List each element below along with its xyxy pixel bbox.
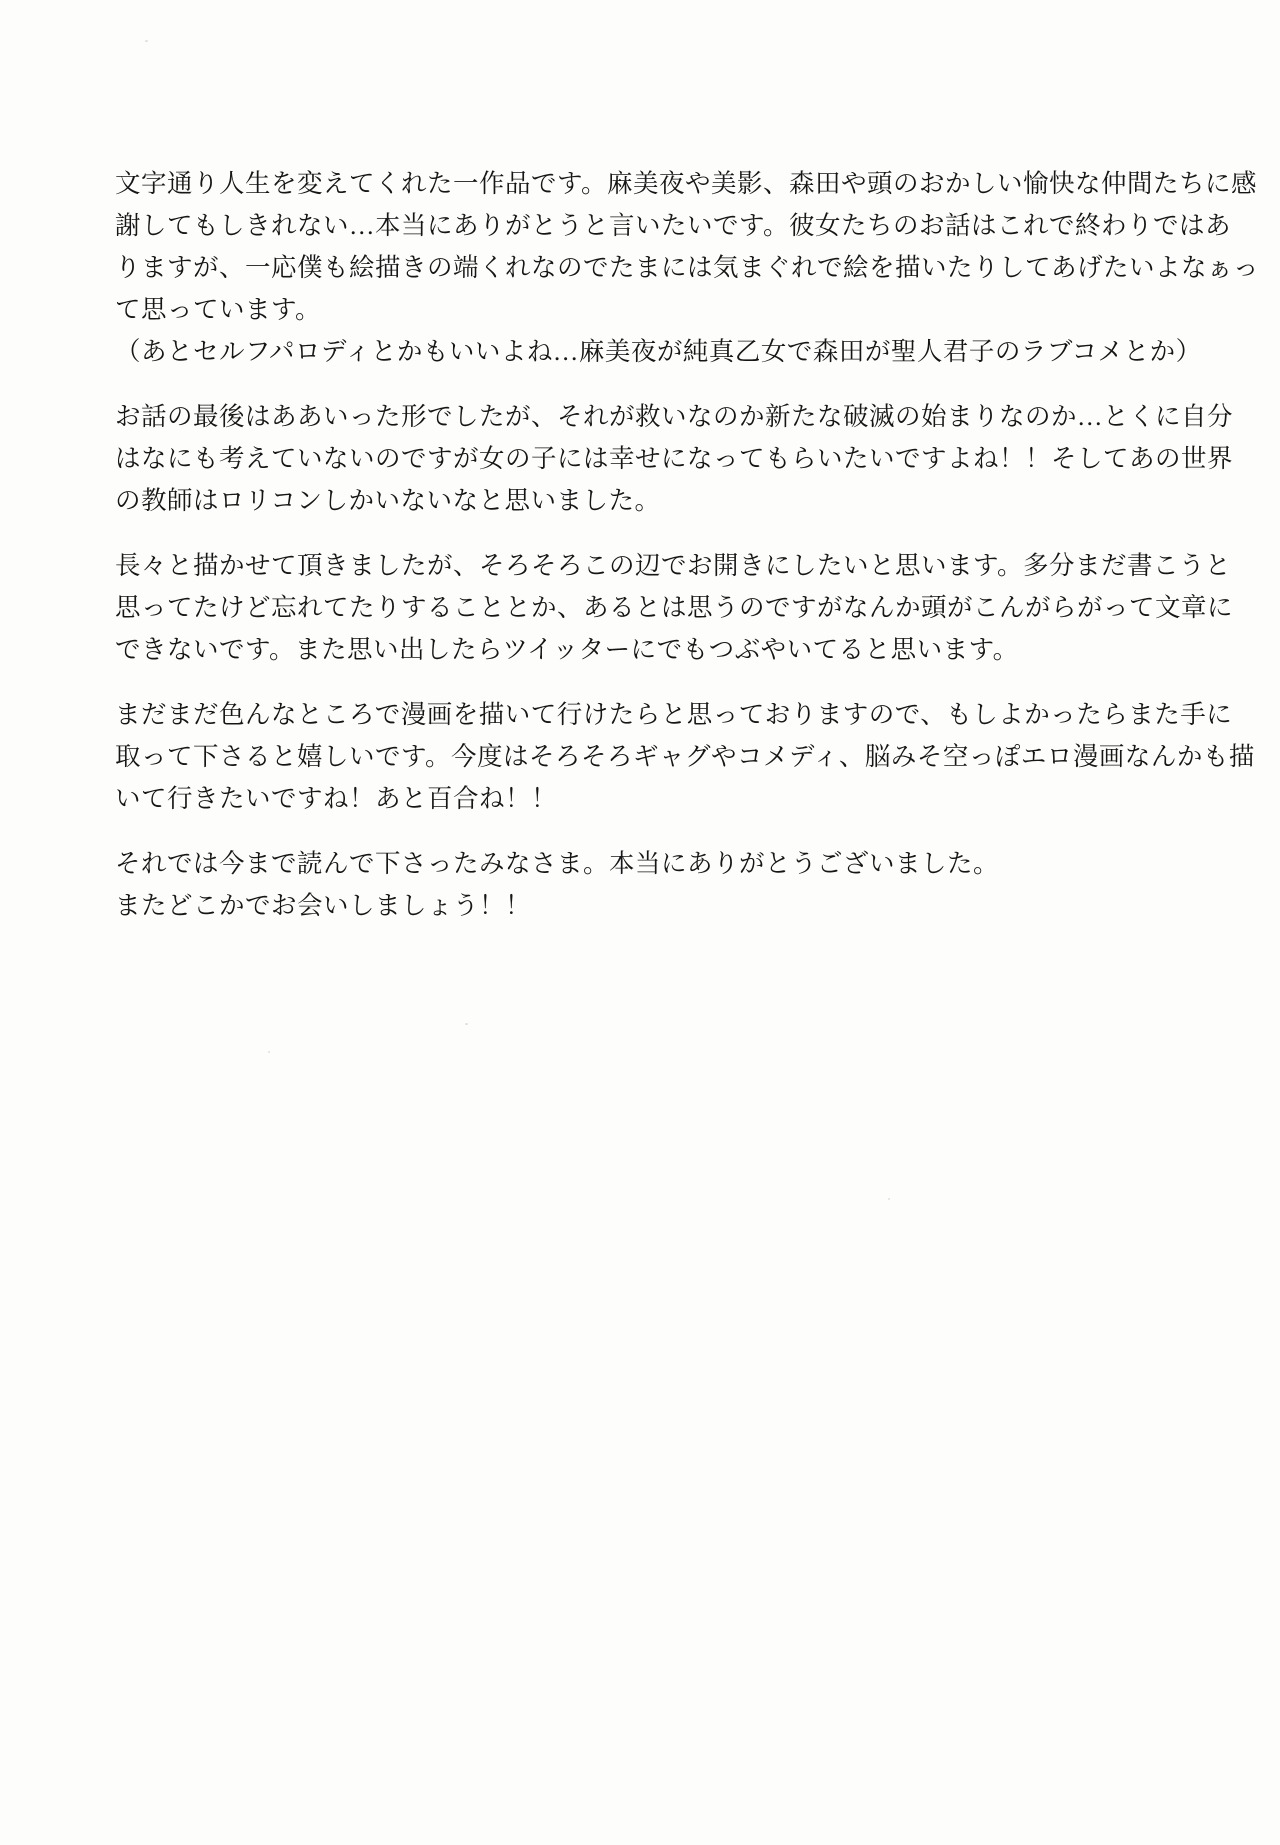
- text-line: お話の最後はああいった形でしたが、それが救いなのか新たな破滅の始まりなのか…とくに自分: [115, 402, 1234, 431]
- text-line: まだまだ色んなところで漫画を描いて行けたらと思っておりますので、もしよかったらまた手に: [115, 700, 1233, 729]
- text-line: 文字通り人生を変えてくれた一作品です。麻美夜や美影、森田や頭のおかしい愉快な仲間たちに感: [115, 169, 1257, 198]
- afterword-paragraph-2: [115, 396, 1234, 522]
- afterword-paragraph-3: [115, 545, 1234, 671]
- afterword-paragraph-1: [115, 163, 1260, 373]
- text-line: りますが、一応僕も絵描きの端くれなのでたまには気まぐれで絵を描いたりしてあげたいよなぁっ: [115, 253, 1260, 282]
- afterword-paragraph-5: [115, 843, 1000, 927]
- scan-speck: [888, 1198, 890, 1200]
- scan-speck: [145, 40, 148, 42]
- text-line: はなにも考えていないのですが女の子には幸せになってもらいたいですよね！！そしてあの世界: [115, 444, 1234, 473]
- afterword-paragraph-4: [115, 694, 1255, 820]
- text-line: 長々と描かせて頂きましたが、そろそろこの辺でお開きにしたいと思います。多分まだ書こうと: [115, 551, 1231, 580]
- text-line: 取って下さると嬉しいです。今度はそろそろギャグやコメディ、脳みそ空っぽエロ漫画なんかも描: [115, 742, 1255, 771]
- text-line: （あとセルフパロディとかもいいよね…麻美夜が純真乙女で森田が聖人君子のラブコメとか）: [115, 337, 1202, 366]
- text-line: て思っています。: [115, 295, 321, 324]
- scan-speck: [465, 1023, 468, 1025]
- text-line: 謝してもしきれない…本当にありがとうと言いたいです。彼女たちのお話はこれで終わりではあ: [115, 211, 1231, 240]
- text-line: の教師はロリコンしかいないなと思いました。: [115, 486, 661, 515]
- text-line: いて行きたいですね！あと百合ね！！: [115, 784, 558, 813]
- scan-speck: [268, 1051, 270, 1053]
- text-line: できないです。また思い出したらツイッターにでもつぶやいてると思います。: [115, 635, 1019, 664]
- text-line: 思ってたけど忘れてたりすることとか、あるとは思うのですがなんか頭がこんがらがって文章に: [115, 593, 1234, 622]
- afterword-text-block: [115, 163, 1260, 950]
- text-line: またどこかでお会いしましょう！！: [115, 891, 532, 920]
- text-line: それでは今まで読んで下さったみなさま。本当にありがとうございました。: [115, 849, 1000, 878]
